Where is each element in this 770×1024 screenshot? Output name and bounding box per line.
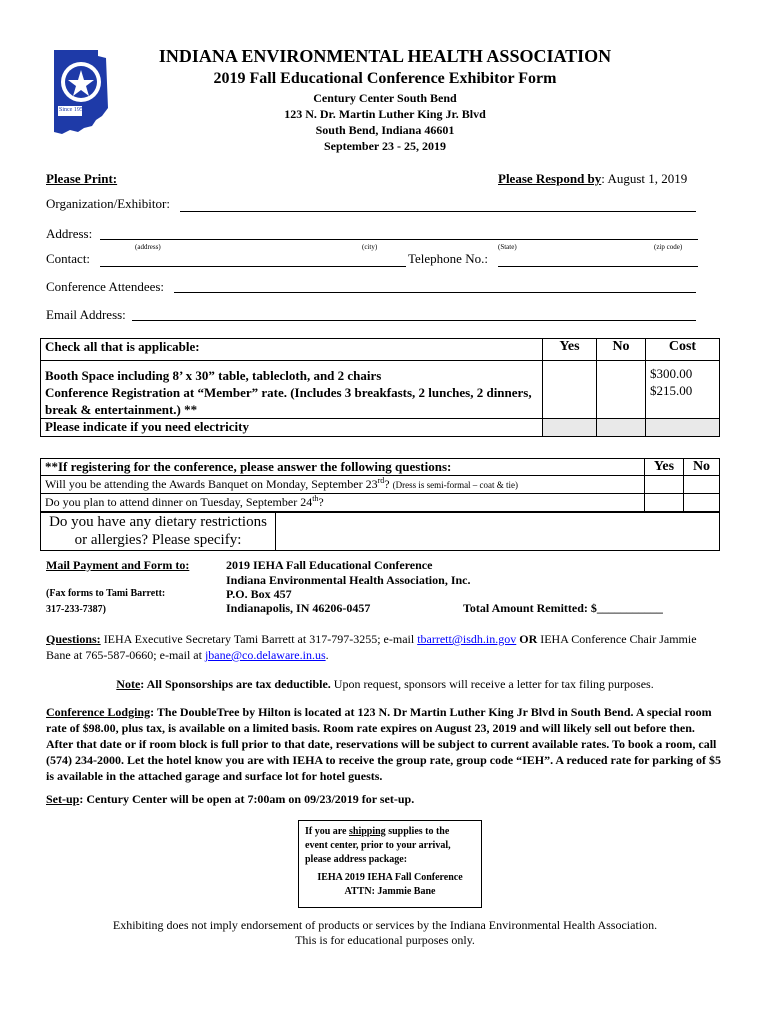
shipping-1b: shipping [348,826,386,837]
dinner-text: Do you plan to attend dinner on Tuesday, September 24 [45,495,313,509]
shipping-box [298,820,482,908]
event-dates: September 23 - 25, 2019 [323,139,447,153]
dinner-yes[interactable] [645,494,684,512]
registration-cost: $215.00 [650,383,693,398]
shipping-line-3: please address package: [305,854,408,865]
col-no: No [597,339,646,361]
dietary-table [40,512,720,551]
questions-header: **If registering for the conference, please answer the following questions: [41,459,645,476]
footer-line-2: This is for educational purposes only. [295,933,475,947]
cost-cell [646,361,720,419]
total-remitted: Total Amount Remitted: $___________ [463,601,663,615]
contact-label: Contact: [46,251,91,266]
no-checkbox[interactable] [597,361,646,419]
dietary-line-2: or allergies? Please specify: [74,532,242,548]
organization-label: Organization/Exhibitor: [46,196,170,211]
dinner-end: ? [318,495,324,509]
telephone-field[interactable] [498,266,698,267]
banquet-text: Will you be attending the Awards Banquet on Monday, September 23 [45,477,378,491]
shipping-1c: supplies to the [385,826,450,837]
q-col-no: No [684,459,720,476]
dietary-line-1: Do you have any dietary restrictions [49,514,267,530]
shipping-line-2: event center, prior to your arrival, [305,840,451,851]
check-table [40,338,720,437]
electric-yes-checkbox[interactable] [543,419,597,437]
attendees-field[interactable] [174,292,696,293]
questions-or: OR [516,632,541,646]
note-rest: Upon request, sponsors will receive a letter for tax filing purposes. [330,677,654,691]
questions-text-2: IEHA Conference Chair Jammie Bane at 765-587-0660; e-mail at [46,632,697,662]
email-label: Email Address: [46,307,126,322]
check-header: Check all that is applicable: [41,339,543,361]
lodging-paragraph [46,704,722,784]
fax-line-2: 317-233-7387) [46,604,106,615]
note-paragraph [0,677,770,692]
organization-field[interactable] [180,211,696,212]
contact-field[interactable] [100,266,406,267]
jbane-email-link[interactable]: jbane@co.delaware.in.us [204,648,326,662]
mail-addr-3: P.O. Box 457 [226,587,292,601]
electricity-item: Please indicate if you need electricity [41,419,543,437]
attendees-label: Conference Attendees: [46,279,165,294]
logo-since: Since 1950 [59,107,86,113]
note-bold: : All Sponsorships are tax deductible. [140,677,331,691]
banquet-yes[interactable] [645,476,684,494]
shipping-1a: If you are [305,826,349,837]
banquet-question [41,476,645,494]
setup-text: : Century Center will be open at 7:00am on 09/23/2019 for set-up. [79,792,415,806]
address-label: Address: [46,226,93,241]
respond-label: Please Respond by [498,171,602,186]
electric-no-checkbox[interactable] [597,419,646,437]
dinner-question [41,494,645,512]
footer-line-1: Exhibiting does not imply endorsement of products or services by the Indiana Environmental Health Association. [112,918,658,932]
shipping-line-5: ATTN: Jammie Bane [344,886,436,897]
form-title: 2019 Fall Educational Conference Exhibitor Form [213,70,557,87]
tbarrett-email-link[interactable]: tbarrett@isdh.in.gov [417,632,517,646]
address-hint: (address) [135,243,161,251]
mail-addr-4: Indianapolis, IN 46206-0457 [226,601,371,615]
city-hint: (city) [362,243,378,251]
mail-addr-1: 2019 IEHA Fall Educational Conference [226,558,433,572]
please-print-label: Please Print: [46,171,118,186]
registration-item: Conference Registration at “Member” rate. (Includes 3 breakfasts, 2 lunches, 2 dinners, break & entertainment.) ** [45,385,532,417]
respond-date: : August 1, 2019 [601,171,688,186]
dietary-label [41,513,276,551]
banquet-sup: rd [377,476,385,485]
address-field[interactable] [100,239,698,240]
venue-city: South Bend, Indiana 46601 [315,123,455,137]
questions-label: Questions: [46,632,101,646]
shipping-line-4: IEHA 2019 IEHA Fall Conference [317,872,463,883]
col-yes: Yes [543,339,597,361]
telephone-label: Telephone No.: [408,251,488,266]
booth-space-item: Booth Space including 8’ x 30” table, tablecloth, and 2 chairs [45,368,382,383]
respond-by [498,171,687,187]
questions-end: . [325,648,329,662]
venue-street: 123 N. Dr. Martin Luther King Jr. Blvd [284,107,486,121]
questions-text-1: IEHA Executive Secretary Tami Barrett at 317-797-3255; e-mail [100,632,418,646]
banquet-no[interactable] [684,476,720,494]
booth-cost: $300.00 [650,366,693,381]
setup-paragraph [46,791,722,807]
lodging-text: : The DoubleTree by Hilton is located at 123 N. Dr Martin Luther King Jr Blvd in South Bend. A special room rate of $98.00, plus tax, is available on a limited basis. Room rate expires on August 23, 2019 and will likely sell out before then. After that date or if room block is full prior to that date, reservations will be subject to current available rates. To book a room, call (574) 234-2000. Let the hotel know you are with IEHA to receive the group rate, group code “IEH”. A reduced rate for parking of $5 is available in the attached garage and surface lot for hotel guests. [46,705,721,783]
fax-line-1: (Fax forms to Tami Barrett: [46,588,166,599]
dietary-input[interactable] [276,513,720,551]
org-title: INDIANA ENVIRONMENTAL HEALTH ASSOCIATION [158,46,612,66]
q-col-yes: Yes [645,459,684,476]
electric-cost [646,419,720,437]
dinner-no[interactable] [684,494,720,512]
lodging-label: Conference Lodging [46,705,151,719]
mail-addr-2: Indiana Environmental Health Association, Inc. [226,573,471,587]
dress-note: (Dress is semi-formal – coat & tie) [392,480,519,490]
questions-table [40,458,720,512]
mail-label: Mail Payment and Form to: [46,558,190,572]
shipping-line-1 [305,825,475,839]
zip-hint: (zip code) [654,243,683,251]
col-cost: Cost [646,339,720,361]
yes-checkbox[interactable] [543,361,597,419]
venue-name: Century Center South Bend [313,91,457,105]
questions-paragraph [46,631,722,663]
email-field[interactable] [132,320,696,321]
dinner-sup: th [312,494,319,503]
state-hint: (State) [498,243,517,251]
note-label: Note [116,677,141,691]
check-items [41,361,543,419]
setup-label: Set-up [46,792,80,806]
banquet-end: ? [384,477,393,491]
